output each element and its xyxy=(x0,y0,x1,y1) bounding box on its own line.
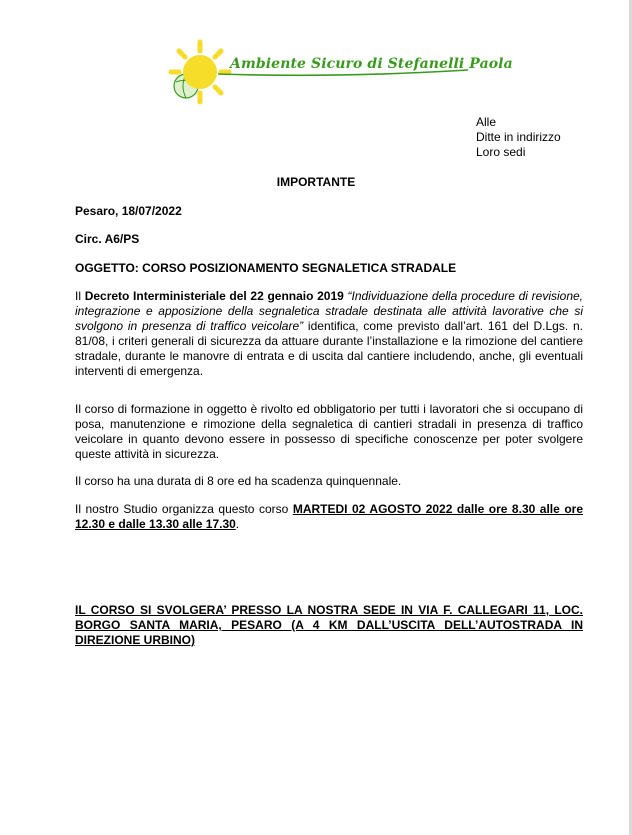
text: identifica, come previsto dall’art. 161 del D.Lgs. n. 81/08, i criteri generali di sicurezza da attuare durante l’installazione e la rimozione del cantiere stradale, durante le manovre di entrata e di uscita dal cantiere includendo, anche, gli eventuali interventi di emergenza. xyxy=(75,319,584,378)
recipient-line: Ditte in indirizzo xyxy=(476,130,561,144)
circular-number: Circ. A6/PS xyxy=(75,232,140,246)
paragraph-location: IL CORSO SI SVOLGERA’ PRESSO LA NOSTRA SEDE IN VIA F. CALLEGARI 11, LOC. BORGO SANTA MARIA, PESARO (A 4 KM DALL’USCITA DELL’AUTOSTRADA IN DIREZIONE URBINO) xyxy=(75,603,583,647)
text: . xyxy=(235,517,240,531)
letter-date: Pesaro, 18/07/2022 xyxy=(75,204,182,218)
text: Il xyxy=(75,289,85,303)
decree-title: “Individuazione della procedure di revisione, integrazione e apposizione della segnaletica stradale destinata alle attività lavorative che si svolgono in presenza di traffico veicolare” xyxy=(75,289,584,333)
decree-name: Decreto Interministeriale del 22 gennaio 2019 xyxy=(84,289,344,303)
paragraph-duration: Il corso ha una durata di 8 ore ed ha scadenza quinquennale. xyxy=(75,474,402,488)
text: Il nostro Studio organizza questo corso xyxy=(75,502,293,516)
recipient-line: Alle xyxy=(476,115,497,129)
paragraph-schedule xyxy=(75,502,583,532)
paragraph-course-target: Il corso di formazione in oggetto è rivolto ed obbligatorio per tutti i lavoratori che si occupano di posa, manutenzione e rimozione della segnaletica di cantieri stradali in presenza di traffico veicolare in quanto devono essere in possesso di specifiche conoscenze per poter svolgere queste attività in sicurezza. xyxy=(75,402,583,461)
company-name: Ambiente Sicuro di Stefanelli Paola xyxy=(230,56,513,72)
course-date: MARTEDI 02 AGOSTO 2022 dalle ore 8.30 alle ore 12.30 e dalle 13.30 alle 17.30 xyxy=(75,502,583,531)
paragraph-decree xyxy=(75,289,583,379)
sun-logo-icon xyxy=(166,38,476,106)
recipient-line: Loro sedi xyxy=(476,145,526,159)
heading: IMPORTANTE xyxy=(276,175,356,189)
recipient-block xyxy=(476,115,561,160)
subject-line: OGGETTO: CORSO POSIZIONAMENTO SEGNALETICA STRADALE xyxy=(75,261,457,275)
